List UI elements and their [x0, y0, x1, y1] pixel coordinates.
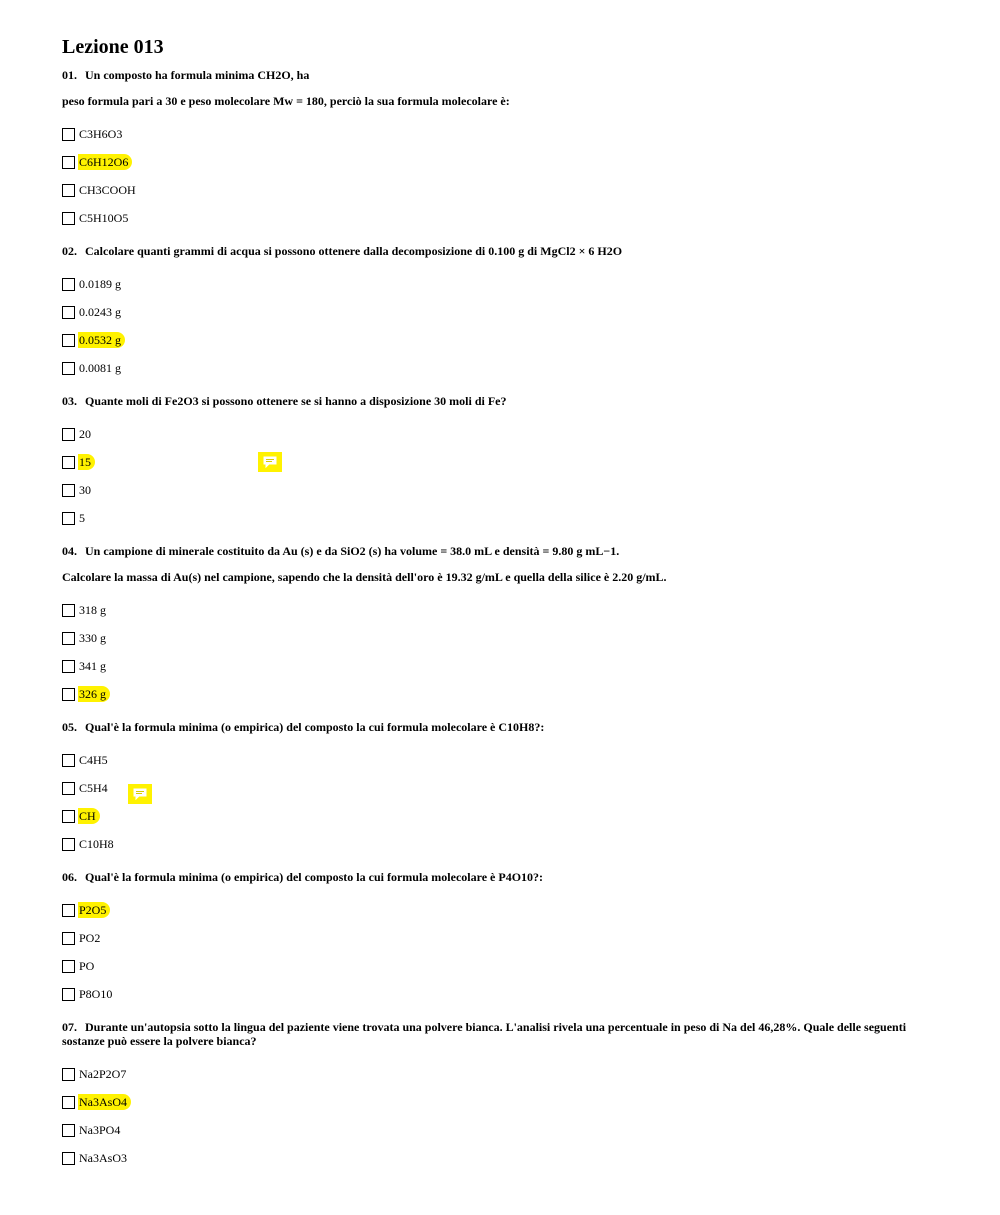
question-text	[62, 870, 922, 896]
answer-checkbox[interactable]	[62, 362, 75, 375]
answer-label-highlighted: Na3AsO4	[78, 1094, 131, 1110]
question-number: 07.	[62, 1020, 77, 1034]
question-text-line: Calcolare quanti grammi di acqua si possono ottenere dalla decomposizione di 0.100 g di MgCl2 × 6 H2O	[85, 244, 623, 258]
answer-checkbox[interactable]	[62, 278, 75, 291]
answer-label: 341 g	[79, 659, 106, 673]
answer-label: 5	[79, 511, 85, 525]
question-text	[62, 544, 922, 570]
answer-label: C10H8	[79, 837, 114, 851]
answer-label-highlighted: 0.0532 g	[78, 332, 125, 348]
answer-option[interactable]	[62, 1116, 922, 1144]
answer-checkbox[interactable]	[62, 1096, 75, 1109]
answer-checkbox[interactable]	[62, 988, 75, 1001]
answer-label: 0.0081 g	[79, 361, 121, 375]
answer-label-highlighted: 326 g	[78, 686, 110, 702]
answer-option[interactable]	[62, 774, 922, 802]
answer-option[interactable]	[62, 952, 922, 980]
answer-checkbox[interactable]	[62, 334, 75, 347]
question-text-line: peso formula pari a 30 e peso molecolare Mw = 180, perciò la sua formula molecolare è:	[62, 94, 510, 108]
answer-label: CH3COOH	[79, 183, 136, 197]
question-text-line: Un composto ha formula minima CH2O, ha	[85, 68, 310, 82]
answer-option[interactable]	[62, 148, 922, 176]
answer-option[interactable]	[62, 624, 922, 652]
question-text-line: Calcolare la massa di Au(s) nel campione, sapendo che la densità dell'oro è 19.32 g/mL e quella della silice è 2.20 g/mL.	[62, 570, 667, 584]
answer-option[interactable]	[62, 596, 922, 624]
answer-checkbox[interactable]	[62, 212, 75, 225]
answer-option[interactable]	[62, 980, 922, 1008]
answer-option[interactable]	[62, 504, 922, 532]
question-01	[62, 68, 922, 232]
answer-checkbox[interactable]	[62, 1152, 75, 1165]
answer-label: Na3AsO3	[79, 1151, 127, 1165]
answer-option[interactable]	[62, 1088, 922, 1116]
question-text-line: Qual'è la formula minima (o empirica) del composto la cui formula molecolare è C10H8?:	[85, 720, 545, 734]
answer-label: 0.0243 g	[79, 305, 121, 319]
question-number: 03.	[62, 394, 77, 408]
answer-option[interactable]	[62, 924, 922, 952]
question-06	[62, 870, 922, 1008]
answer-label-highlighted: 15	[78, 454, 95, 470]
answer-checkbox[interactable]	[62, 960, 75, 973]
answer-option[interactable]	[62, 354, 922, 382]
answer-option[interactable]	[62, 176, 922, 204]
answer-label: 330 g	[79, 631, 106, 645]
answer-label: Na3PO4	[79, 1123, 121, 1137]
answer-option[interactable]	[62, 896, 922, 924]
answer-label: C3H6O3	[79, 127, 123, 141]
answer-checkbox[interactable]	[62, 428, 75, 441]
document-page	[62, 30, 922, 1184]
question-text	[62, 394, 922, 420]
answer-label: C5H10O5	[79, 211, 129, 225]
answer-checkbox[interactable]	[62, 456, 75, 469]
answer-label: 0.0189 g	[79, 277, 121, 291]
question-03	[62, 394, 922, 532]
answer-label: C5H4	[79, 781, 108, 795]
answer-checkbox[interactable]	[62, 1124, 75, 1137]
answer-option[interactable]	[62, 830, 922, 858]
answer-option[interactable]	[62, 652, 922, 680]
question-number: 01.	[62, 68, 77, 82]
answer-option[interactable]	[62, 120, 922, 148]
question-number: 02.	[62, 244, 77, 258]
answer-label: C4H5	[79, 753, 108, 767]
answer-label: P8O10	[79, 987, 113, 1001]
question-text-line: Quante moli di Fe2O3 si possono ottenere se si hanno a disposizione 30 moli di Fe?	[85, 394, 507, 408]
answer-option[interactable]	[62, 298, 922, 326]
answer-option[interactable]	[62, 420, 922, 448]
answer-checkbox[interactable]	[62, 782, 75, 795]
question-text-line: Durante un'autopsia sotto la lingua del paziente viene trovata una polvere bianca. L'analisi rivela una percentuale in peso di Na del 46,28%. Quale delle seguenti sostanze può essere la polvere bianca?	[62, 1020, 907, 1048]
answer-label: 30	[79, 483, 91, 497]
answer-option[interactable]	[62, 1060, 922, 1088]
answer-checkbox[interactable]	[62, 306, 75, 319]
answer-option[interactable]	[62, 270, 922, 298]
question-number: 06.	[62, 870, 77, 884]
answer-checkbox[interactable]	[62, 484, 75, 497]
answer-checkbox[interactable]	[62, 904, 75, 917]
answer-option[interactable]	[62, 448, 922, 476]
answer-label-highlighted: CH	[78, 808, 100, 824]
answer-option[interactable]	[62, 476, 922, 504]
answer-label: PO	[79, 959, 95, 973]
answer-label: 318 g	[79, 603, 106, 617]
answer-checkbox[interactable]	[62, 156, 75, 169]
answer-label-highlighted: P2O5	[78, 902, 110, 918]
comment-icon[interactable]	[258, 452, 282, 472]
answer-option[interactable]	[62, 746, 922, 774]
answer-checkbox[interactable]	[62, 632, 75, 645]
question-text	[62, 68, 922, 94]
answer-option[interactable]	[62, 204, 922, 232]
answer-checkbox[interactable]	[62, 838, 75, 851]
comment-icon[interactable]	[128, 784, 152, 804]
answer-checkbox[interactable]	[62, 128, 75, 141]
question-05	[62, 720, 922, 858]
answer-checkbox[interactable]	[62, 932, 75, 945]
answer-checkbox[interactable]	[62, 1068, 75, 1081]
question-text	[62, 244, 922, 270]
question-number: 05.	[62, 720, 77, 734]
answer-checkbox[interactable]	[62, 754, 75, 767]
answer-option[interactable]	[62, 326, 922, 354]
answer-checkbox[interactable]	[62, 512, 75, 525]
answer-checkbox[interactable]	[62, 660, 75, 673]
answer-label-highlighted: C6H12O6	[78, 154, 132, 170]
question-02	[62, 244, 922, 382]
question-text-line: Un campione di minerale costituito da Au (s) e da SiO2 (s) ha volume = 38.0 mL e densità = 9.80 g mL−1.	[85, 544, 620, 558]
answer-option[interactable]	[62, 680, 922, 708]
answer-option[interactable]	[62, 1144, 922, 1172]
answer-checkbox[interactable]	[62, 688, 75, 701]
question-text	[62, 720, 922, 746]
answer-option[interactable]	[62, 802, 922, 830]
question-04	[62, 544, 922, 708]
answer-label: 20	[79, 427, 91, 441]
question-text-line: Qual'è la formula minima (o empirica) del composto la cui formula molecolare è P4O10?:	[85, 870, 544, 884]
question-text	[62, 1020, 922, 1060]
answer-checkbox[interactable]	[62, 184, 75, 197]
question-number: 04.	[62, 544, 77, 558]
answer-label: Na2P2O7	[79, 1067, 127, 1081]
lesson-title: Lezione 013	[62, 36, 164, 58]
answer-label: PO2	[79, 931, 101, 945]
answer-checkbox[interactable]	[62, 604, 75, 617]
question-07	[62, 1020, 922, 1172]
answer-checkbox[interactable]	[62, 810, 75, 823]
